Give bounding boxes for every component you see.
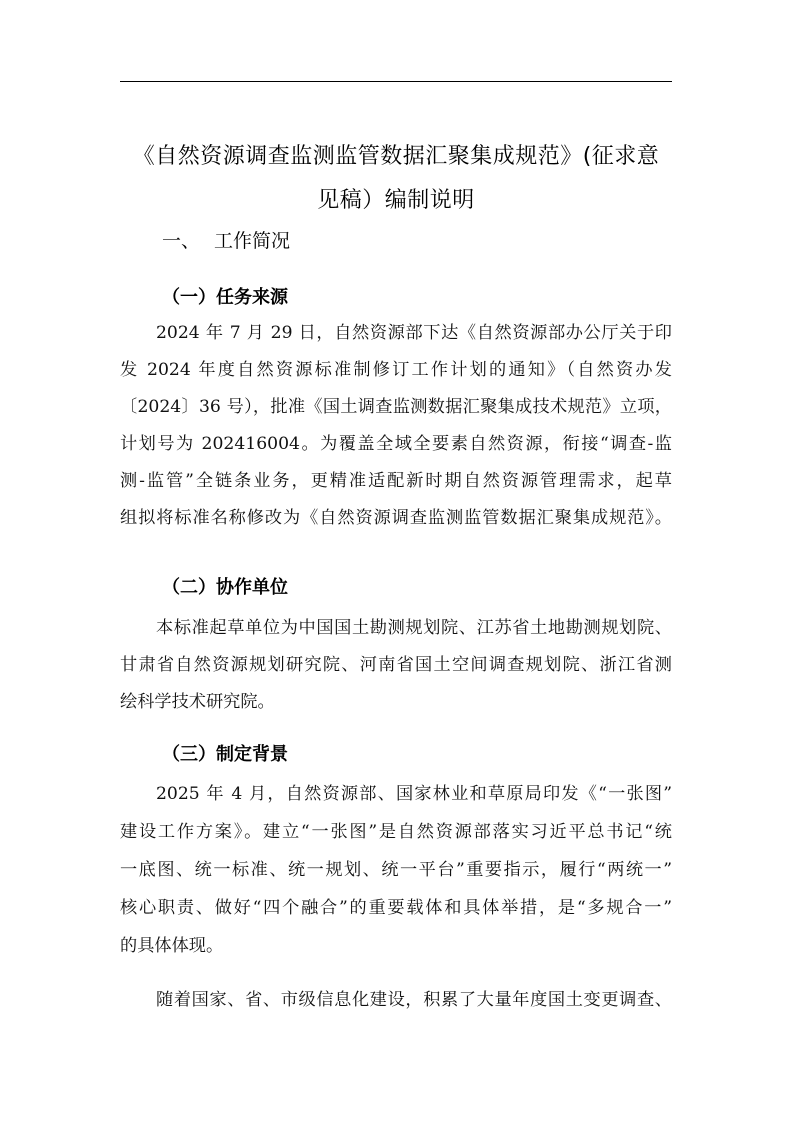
paragraph-line: 的具体体现。 xyxy=(120,936,224,956)
section-title: 工作简况 xyxy=(214,230,291,252)
paragraph-line: 2025 年 4 月，自然资源部、国家林业和草原局印发《“一张图” xyxy=(156,784,672,804)
header-rule xyxy=(120,81,672,82)
subsection-heading-1: （一）任务来源 xyxy=(162,287,288,308)
paragraph-line: 随着国家、省、市级信息化建设，积累了大量年度国土变更调查、 xyxy=(156,990,672,1010)
paragraph-line: 甘肃省自然资源规划研究院、河南省国土空间调查规划院、浙江省测 xyxy=(120,655,672,675)
paragraph-line: 计划号为 202416004。为覆盖全域全要素自然资源，衔接“调查-监 xyxy=(120,434,672,454)
subsection-heading-2: （二）协作单位 xyxy=(162,577,288,598)
document-title-line-2: 见稿）编制说明 xyxy=(317,188,475,213)
subsection-heading-3: （三）制定背景 xyxy=(162,744,288,765)
paragraph-line: 一底图、统一标准、统一规划、统一平台”重要指示，履行“两统一” xyxy=(120,860,672,880)
document-title-line-1: 《自然资源调查监测监管数据汇聚集成规范》(征求意 xyxy=(132,144,660,169)
section-number: 一、 xyxy=(162,230,201,252)
paragraph-line: 2024 年 7 月 29 日，自然资源部下达《自然资源部办公厅关于印 xyxy=(156,323,672,343)
paragraph-line: 〔2024〕36 号），批准《国土调查监测数据汇聚集成技术规范》立项， xyxy=(120,397,672,417)
paragraph-line: 本标准起草单位为中国国土勘测规划院、江苏省土地勘测规划院、 xyxy=(156,618,672,638)
paragraph-line: 绘科学技术研究院。 xyxy=(120,692,275,712)
paragraph-line: 建设工作方案》。建立“一张图”是自然资源部落实习近平总书记“统 xyxy=(120,822,672,842)
section-heading-1 xyxy=(162,226,290,253)
paragraph-line: 核心职责、做好“四个融合”的重要载体和具体举措，是“多规合一” xyxy=(120,898,672,918)
paragraph-line: 测-监管”全链条业务，更精准适配新时期自然资源管理需求，起草 xyxy=(120,471,672,491)
paragraph-line: 发 2024 年度自然资源标准制修订工作计划的通知》（自然资办发 xyxy=(120,360,672,380)
paragraph-line: 组拟将标准名称修改为《自然资源调查监测监管数据汇聚集成规范》。 xyxy=(120,508,672,528)
